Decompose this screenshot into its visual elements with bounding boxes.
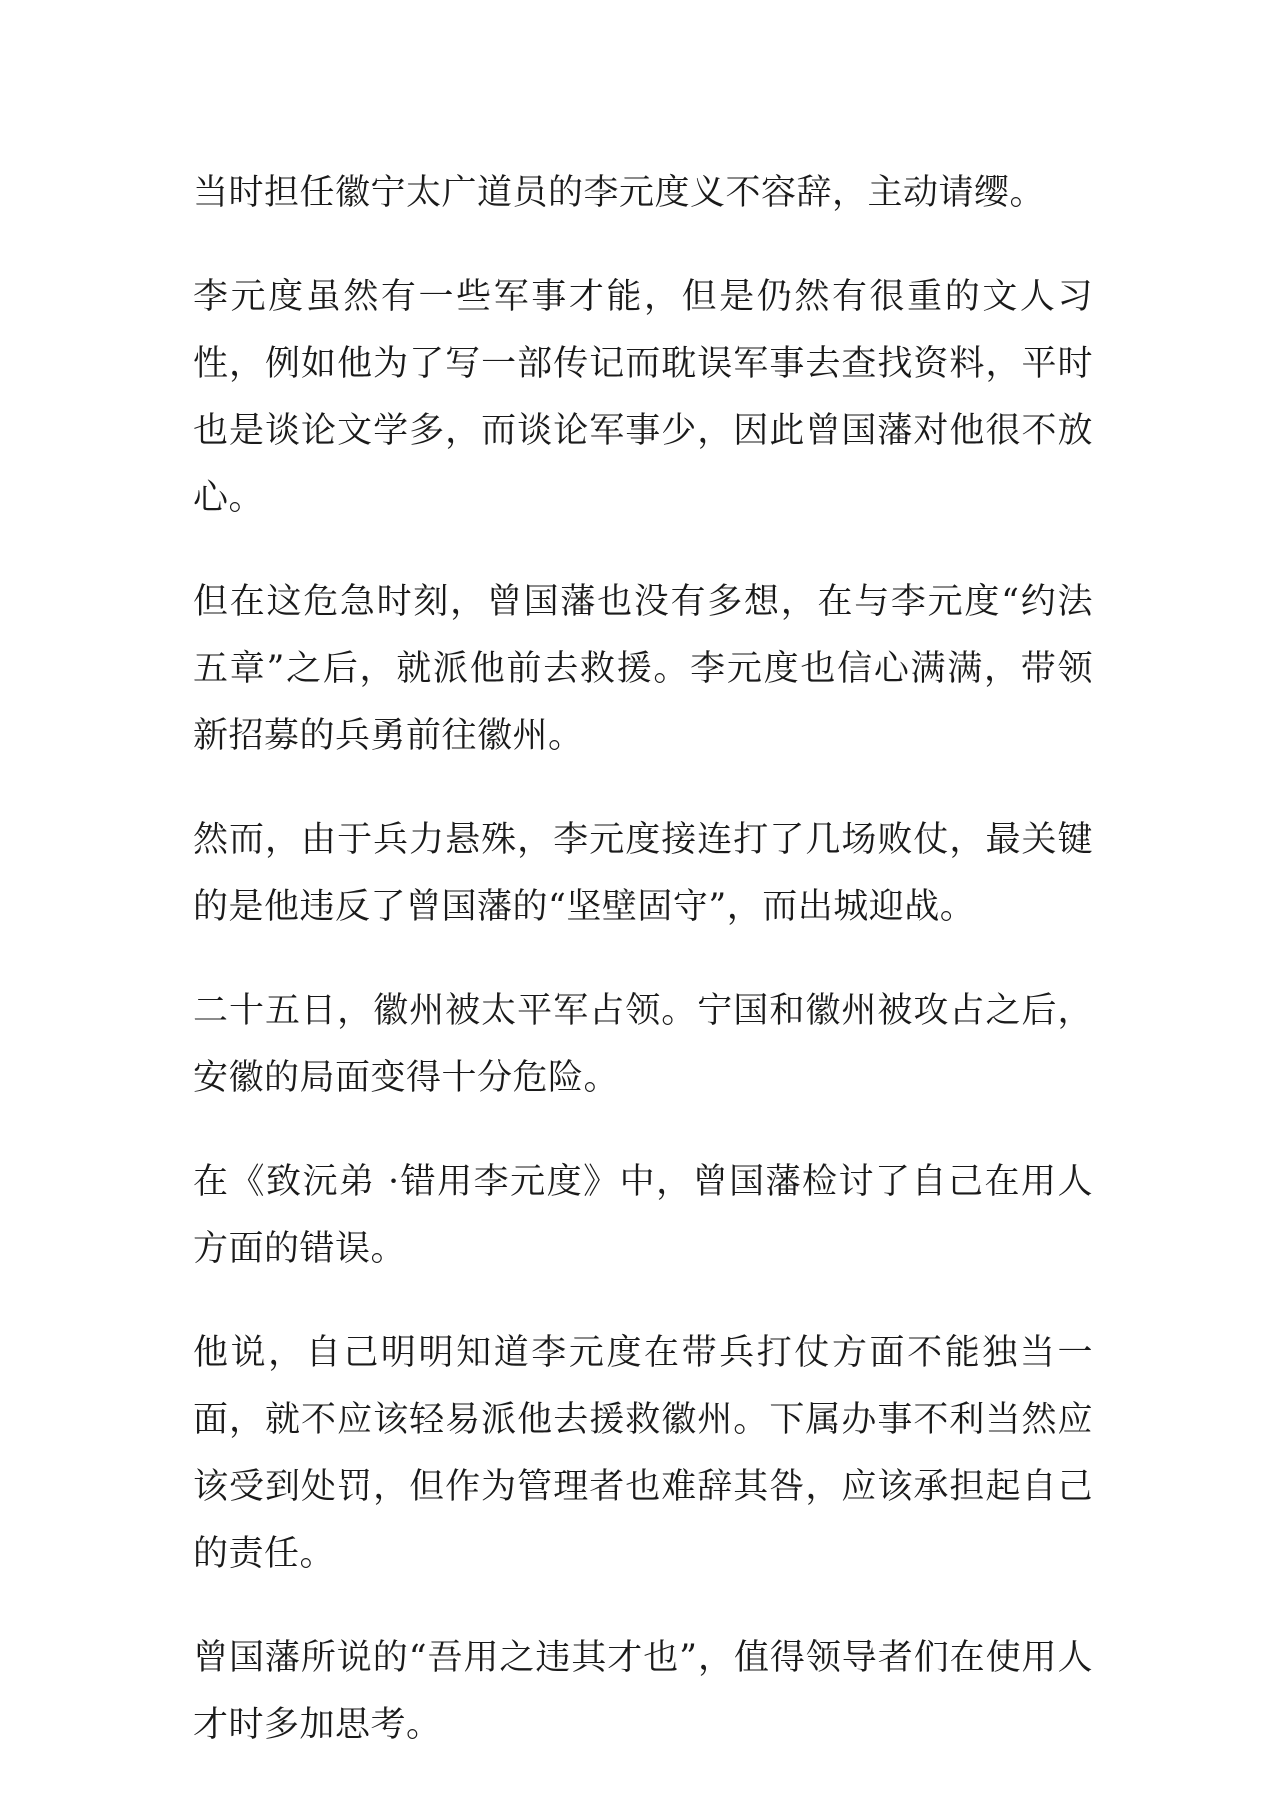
paragraph-2: 李元度虽然有一些军事才能，但是仍然有很重的文人习性，例如他为了写一部传记而耽误军事去查找资料，平时也是谈论文学多，而谈论军事少，因此曾国藩对他很不放心。 (193, 277, 1093, 518)
paragraph-5: 二十五日，徽州被太平军占领。宁国和徽州被攻占之后，安徽的局面变得十分危险。 (193, 991, 1093, 1098)
paragraph-4: 然而，由于兵力悬殊，李元度接连打了几场败仗，最关键的是他违反了曾国藩的“坚壁固守”，而出城迎战。 (193, 820, 1093, 927)
paragraph-8: 曾国藩所说的“吾用之违其才也”，值得领导者们在使用人才时多加思考。 (193, 1638, 1093, 1745)
article-body (193, 160, 1093, 1796)
paragraph-6: 在《致沅弟 ·错用李元度》中，曾国藩检讨了自己在用人方面的错误。 (193, 1162, 1093, 1269)
paragraph-3: 但在这危急时刻，曾国藩也没有多想，在与李元度“约法五章”之后，就派他前去救援。李元度也信心满满，带领新招募的兵勇前往徽州。 (193, 582, 1093, 756)
paragraph-7: 他说，自己明明知道李元度在带兵打仗方面不能独当一面，就不应该轻易派他去援救徽州。下属办事不利当然应该受到处罚，但作为管理者也难辞其咎，应该承担起自己的责任。 (193, 1333, 1093, 1574)
paragraph-1: 当时担任徽宁太广道员的李元度义不容辞，主动请缨。 (193, 173, 1046, 213)
